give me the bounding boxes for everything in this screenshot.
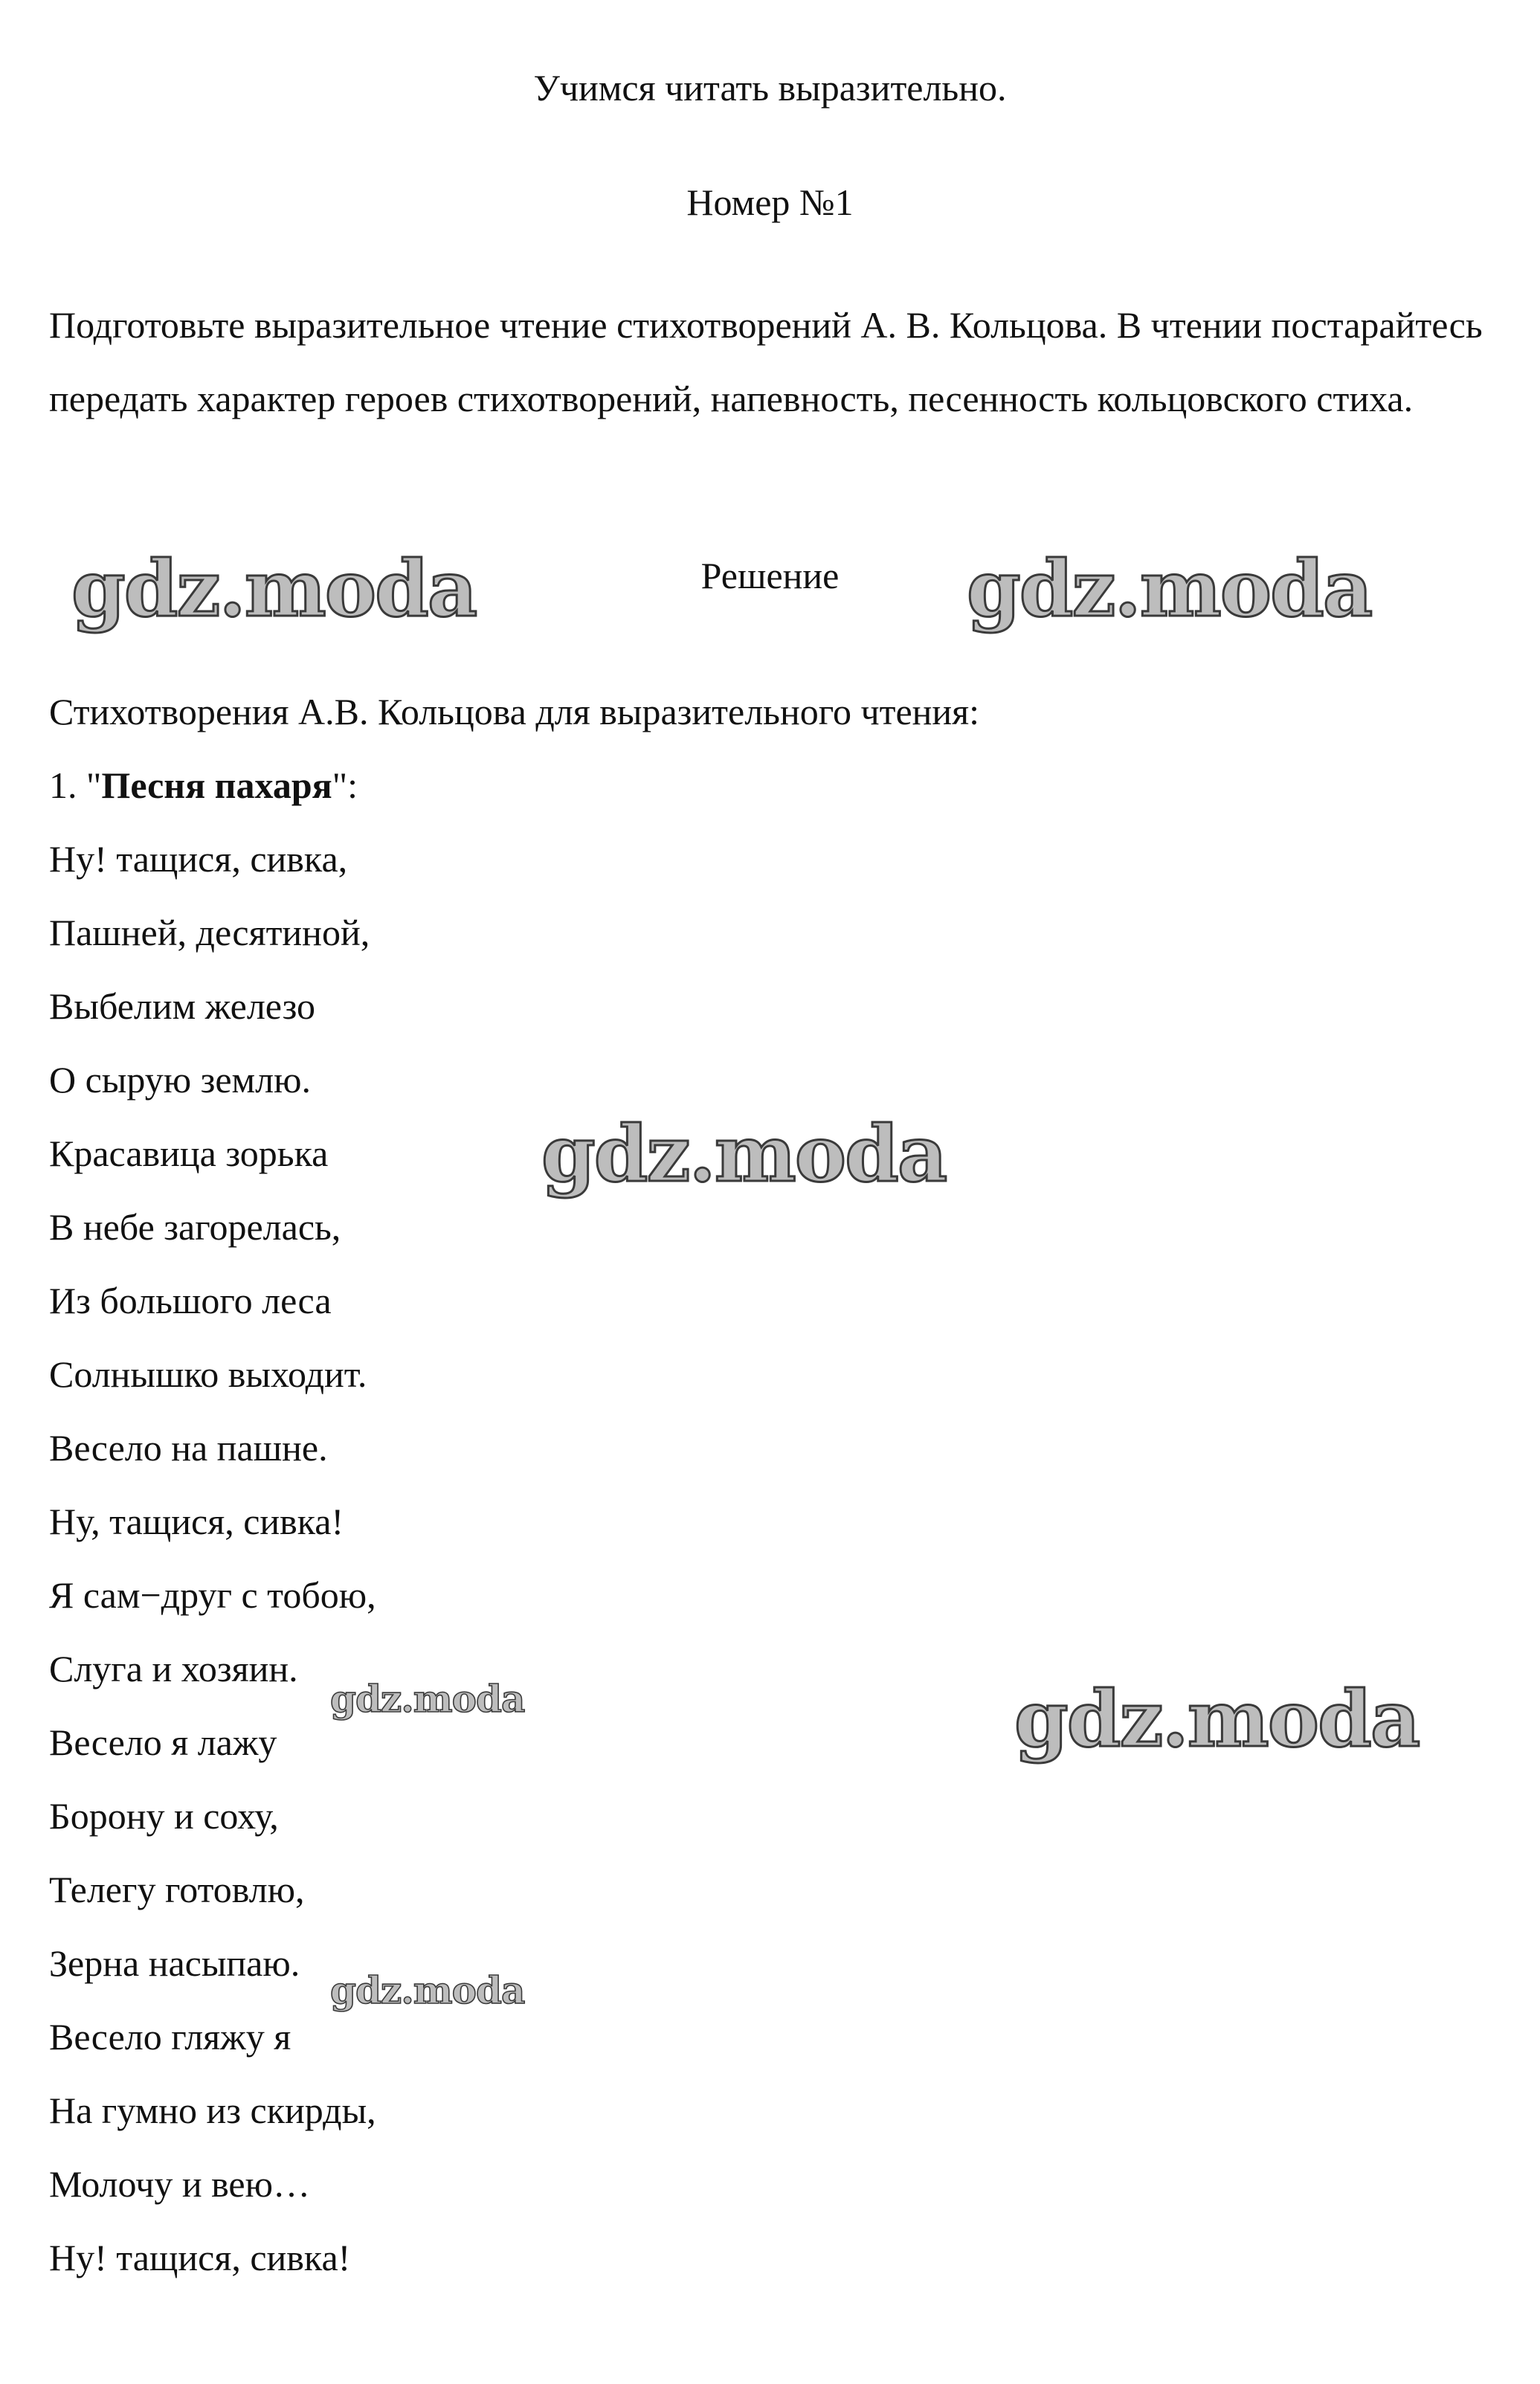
poem-line: Ну, тащися, сивка! — [49, 1501, 344, 1542]
poem-line: Ну! тащися, сивка, — [49, 838, 348, 880]
poem-line: Я сам−друг с тобою, — [49, 1574, 376, 1616]
poem-line: Весело гляжу я — [49, 2016, 291, 2058]
solution-intro: Стихотворения А.В. Кольцова для выразительного чтения: — [49, 691, 980, 732]
poem-line: Телегу готовлю, — [49, 1869, 305, 1910]
page-title: Учимся читать выразительно. — [533, 67, 1007, 109]
poem-line: Весело на пашне. — [49, 1427, 328, 1469]
watermark-logo: gdz.moda — [1014, 1673, 1420, 1765]
solution-heading: Решение — [700, 555, 840, 596]
poem-line: Молочу и вею… — [49, 2163, 310, 2205]
watermark-logo: gdz.moda — [71, 543, 477, 634]
poem-line: Красавица зорька — [49, 1133, 329, 1174]
watermark-logo: gdz.moda — [541, 1108, 947, 1199]
poem-line: На гумно из скирды, — [49, 2090, 376, 2131]
watermark-logo: gdz.moda — [330, 1677, 525, 1721]
poem-line: Весело я лажу — [49, 1721, 277, 1763]
poem-line: Зерна насыпаю. — [49, 1942, 300, 1984]
poem-line: Ну! тащися, сивка! — [49, 2237, 351, 2278]
poem-line: Из большого леса — [49, 1280, 332, 1321]
poem-line: Борону и соху, — [49, 1795, 279, 1837]
solution-body — [49, 675, 979, 2295]
watermark-logo: gdz.moda — [967, 543, 1372, 634]
task-number: Номер №1 — [686, 181, 854, 223]
poem-line: Выбелим железо — [49, 985, 316, 1027]
poem-prefix: 1. " — [49, 764, 102, 806]
poem-line: Солнышко выходит. — [49, 1353, 367, 1395]
poem-heading — [49, 749, 979, 822]
poem-suffix: ": — [332, 764, 358, 806]
poem-line: В небе загорелась, — [49, 1206, 341, 1248]
poem-title: Песня пахаря — [101, 764, 332, 806]
poem-line: О сырую землю. — [49, 1059, 311, 1101]
poem-line: Пашней, десятиной, — [49, 912, 370, 953]
poem-line: Слуга и хозяин. — [49, 1648, 298, 1689]
task-text: Подготовьте выразительное чтение стихотворений А. В. Кольцова. В чтении постарайтесь передать характер героев стихотворений, напевность, песенность кольцовского стиха. — [49, 304, 1483, 419]
watermark-logo: gdz.moda — [330, 1968, 525, 2012]
